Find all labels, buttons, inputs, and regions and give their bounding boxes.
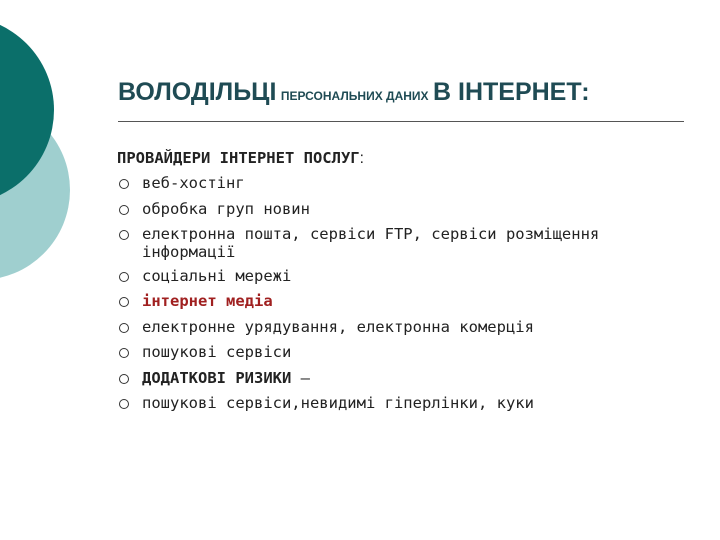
list-item-text: соціальні мережі [142, 266, 292, 285]
list-item-text: електронна пошта, сервіси FTP, сервіси розміщення [142, 225, 600, 243]
list-item [117, 222, 677, 260]
list-item-text: обробка груп новин [142, 199, 310, 218]
title-part-2: ПЕРСОНАЛЬНИХ ДАНИХ [280, 89, 429, 103]
slide-title [118, 78, 590, 107]
list-item-suffix: – [291, 368, 310, 387]
section-heading-text: ПРОВАЙДЕРИ ІНТЕРНЕТ ПОСЛУГ [117, 149, 360, 167]
title-part-1: ВОЛОДІЛЬЦІ [118, 78, 277, 106]
section-heading [117, 145, 677, 171]
list-item [117, 197, 677, 223]
circle-bullet-icon [119, 179, 129, 189]
list-item-text-strong: ДОДАТКОВІ РИЗИКИ [142, 368, 292, 387]
list-item-text: електронне урядування, електронна комерція [142, 317, 534, 336]
list-item-text: пошукові сервіси,невидимі гіперлінки, куки [142, 394, 534, 412]
list-item [117, 171, 677, 197]
title-divider [118, 121, 684, 122]
circle-bullet-icon [119, 348, 129, 358]
list-item [117, 289, 677, 315]
circle-bullet-icon [119, 374, 129, 384]
list-item-text: веб-хостінг [142, 174, 245, 192]
list-item [117, 391, 677, 417]
slide-content [117, 145, 677, 417]
circle-bullet-icon [119, 297, 129, 307]
bullet-list [117, 171, 677, 417]
list-item-text: пошукові сервіси [142, 343, 292, 361]
list-item [117, 264, 677, 290]
list-item [117, 340, 677, 366]
circle-bullet-icon [119, 399, 129, 409]
title-part-3: В ІНТЕРНЕТ: [433, 78, 590, 106]
list-item [117, 315, 677, 341]
list-item-text-highlight: інтернет медіа [142, 292, 273, 310]
circle-bullet-icon [119, 205, 129, 215]
circle-bullet-icon [119, 272, 129, 282]
list-item-continuation: інформації [142, 242, 236, 261]
circle-bullet-icon [119, 323, 129, 333]
circle-bullet-icon [119, 230, 129, 240]
list-item [117, 366, 677, 392]
section-heading-colon: : [359, 150, 364, 167]
